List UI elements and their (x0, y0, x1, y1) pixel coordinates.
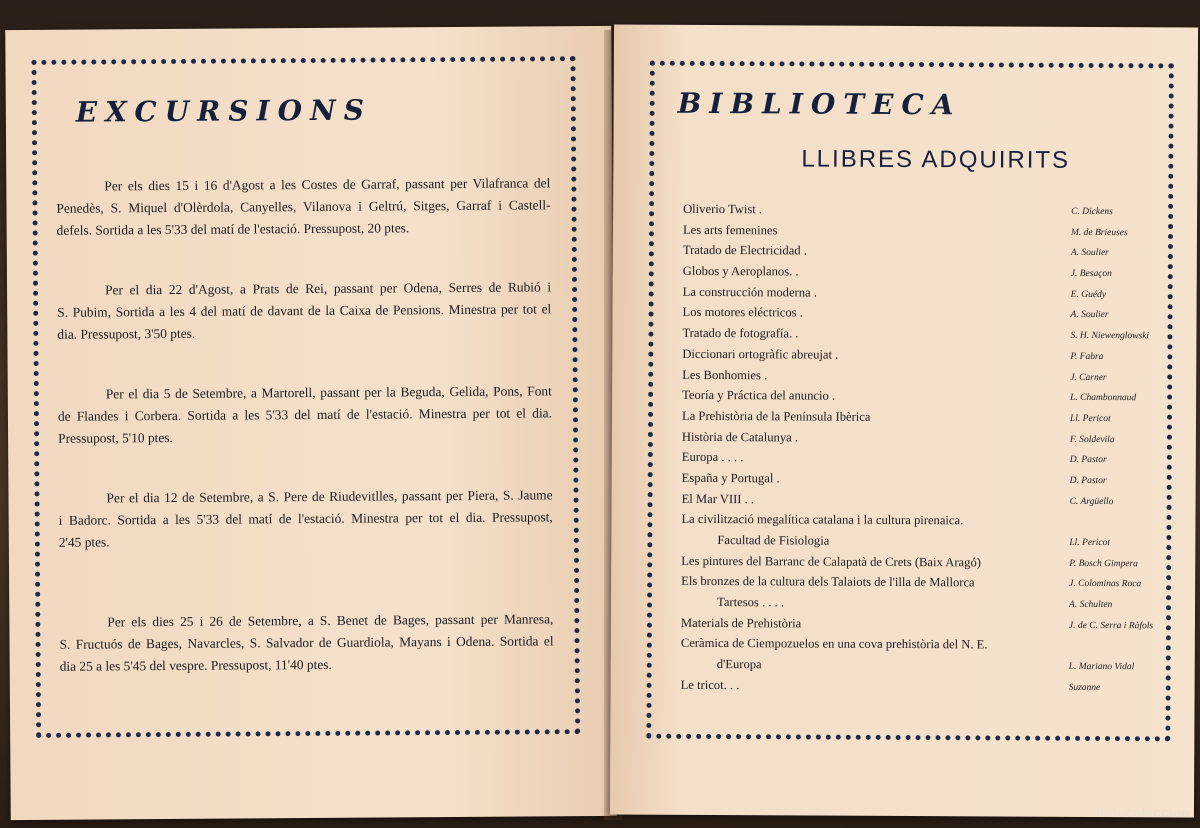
book-author: C. Dickens (1071, 206, 1113, 218)
book-author: A. Schulten (1069, 599, 1113, 611)
watermark-logo: todocoleccion (1095, 805, 1190, 820)
biblioteca-heading: BIBLIOTECA (677, 86, 962, 122)
excursions-heading: EXCURSIONS (75, 93, 373, 129)
book-row (681, 654, 1141, 677)
book-author: A. Soulier (1070, 248, 1109, 259)
book-author: L. Mariano Vidal (1068, 661, 1135, 673)
llibres-subheading: LLIBRES ADQUIRITS (801, 145, 1071, 174)
book-row (683, 199, 1143, 222)
book-row (683, 240, 1143, 263)
book-title: El Mar VIII . . (681, 491, 755, 506)
book-row (682, 468, 1142, 491)
book-row (682, 447, 1142, 470)
book-author: Suzanne (1068, 682, 1101, 693)
book-title: Història de Catalunya . (681, 429, 799, 445)
book-author: L. Chambonnaud (1070, 393, 1137, 404)
paragraph-line: Per el dia 22 d'Agost, a Prats de Rei, passant per Odena, Serres de Rubió i (105, 279, 552, 298)
excursion-paragraph (58, 380, 552, 449)
book-author: D. Pastor (1069, 455, 1107, 466)
paragraph-line: dia. Pressupost, 3'50 ptes. (57, 325, 196, 342)
book-row (682, 488, 1142, 511)
book-title: España y Portugal . (681, 470, 780, 486)
book-title: Facultad de Fisiologia (717, 533, 830, 548)
book-author: J. de C. Serra i Ràfols (1068, 620, 1154, 632)
book-author: D. Pastor (1069, 475, 1107, 486)
excursion-paragraph (58, 484, 552, 553)
book-row (683, 220, 1143, 243)
book-author: J. Carner (1070, 372, 1107, 383)
book-row (681, 530, 1141, 553)
book-title: Teoría y Práctica del anuncio . (682, 388, 836, 403)
paragraph-line: Per el dia 5 de Setembre, a Martorell, passant per la Beguda, Gelida, Pons, Font (105, 383, 552, 402)
book-title: Tratado de Electricidad . (682, 243, 807, 258)
left-page (5, 26, 617, 820)
book-list (680, 199, 1154, 698)
paragraph-line: Penedès, S. Miquel d'Olèrdola, Canyelles, Vilanova i Geltrú, Sitges, Garraf i Castell- (56, 197, 551, 216)
paragraph-line: Per els dies 15 i 16 d'Agost a les Costes de Garraf, passant per Vilafranca del (104, 175, 551, 194)
book-author: Ll. Pericot (1069, 537, 1111, 549)
book-title: Europa . . . . (681, 450, 744, 465)
book-title: Globos y Aeroplanos. . (682, 263, 799, 279)
book-row (681, 675, 1141, 698)
book-title: La civilització megalítica catalana i la cultura pirenaica. (681, 512, 964, 528)
book-title: d'Europa (716, 657, 762, 672)
book-row (682, 344, 1142, 367)
book-author: F. Soldevila (1069, 434, 1115, 445)
book-author: M. de Brieuses (1070, 227, 1128, 238)
paragraph-line: Pressupost, 5'10 ptes. (58, 429, 173, 446)
book-title: Tratado de fotografía. . (682, 325, 799, 341)
book-title: La Prehistòria de la Península Ibèrica (681, 408, 871, 424)
book-author: P. Bosch Gimpera (1069, 558, 1138, 569)
book-author: P. Fabra (1070, 351, 1104, 362)
paragraph-line: S. Pubim, Sortida a les 4 del matí de davant de la Caixa de Pensions. Minestra per tot el (57, 301, 552, 320)
paragraph-line: dia 25 a les 5'45 del vespre. Pressupost, 11'40 ptes. (59, 656, 332, 674)
paragraph-line: defels. Sortida a les 5'33 del matí de l'estació. Pressupost, 20 ptes. (56, 220, 410, 238)
paragraph-line: S. Fructuós de Bages, Navarcles, S. Salvador de Guardiola, Mayans i Odena. Sortida el (59, 633, 554, 652)
right-page (610, 24, 1198, 817)
book-author: C. Argüello (1069, 496, 1114, 507)
book-author: J. Besaçon (1070, 268, 1112, 280)
book-title: Diccionari ortogràfic abreujat . (682, 346, 839, 362)
book-row (682, 385, 1142, 408)
paragraph-line: Per el dia 12 de Setembre, a S. Pere de Riudevitlles, passant per Piera, S. Jaume (106, 487, 553, 506)
book-row (681, 551, 1141, 574)
paragraph-line: Per els dies 25 i 26 de Setembre, a S. Benet de Bages, passant per Manresa, (107, 611, 554, 630)
book-title: Materials de Prehistòria (680, 615, 802, 631)
book-title: Tartesos . . . . (717, 595, 785, 610)
book-title: Les arts femenines (682, 222, 778, 238)
paragraph-line: de Flandes i Corbera. Sortida a les 5'33 del matí de l'estació. Minestra per tot el dia. (57, 405, 552, 424)
book-row (683, 282, 1143, 305)
excursion-paragraph (56, 172, 550, 241)
book-row (680, 613, 1154, 636)
book-title: Les pintures del Barranc de Calapatà de Crets (Baix Aragó) (681, 553, 982, 570)
book-author: A. Soulier (1070, 310, 1109, 321)
book-row (683, 302, 1143, 325)
excursion-paragraph (57, 276, 551, 345)
book-row (682, 426, 1142, 449)
book-title: La construcción moderna . (682, 284, 818, 300)
book-title: Los motores eléctricos . (682, 305, 803, 320)
book-author: J. Colominas Roca (1069, 579, 1142, 590)
excursion-paragraph (59, 608, 553, 677)
book-row (682, 323, 1150, 346)
book-author: S. H. Niewenglowski (1070, 330, 1150, 342)
paragraph-line: i Badorc. Sortida a les 5'33 del matí de l'estació. Minestra per tot el dia. Pressupost, (58, 509, 553, 528)
book-row (683, 261, 1143, 284)
book-author: E. Guédy (1070, 289, 1107, 300)
book-row (681, 509, 1141, 532)
book-author: Ll. Pericot (1069, 413, 1111, 424)
book-title: Oliverio Twist . (683, 201, 763, 217)
book-title: Els bronzes de la cultura dels Talaiots de l'illa de Mallorca (681, 574, 975, 590)
book-title: Ceràmica de Ciempozuelos en una cova prehistòria del N. E. (680, 636, 988, 652)
book-row (681, 592, 1141, 615)
book-title: Les Bonhomies . (682, 367, 768, 382)
book-row (682, 406, 1142, 429)
book-title: Le tricot. . . (680, 677, 740, 692)
book-row (681, 633, 1141, 656)
book-row (681, 571, 1141, 594)
paragraph-line: 2'45 ptes. (58, 534, 110, 550)
book-row (682, 364, 1142, 387)
